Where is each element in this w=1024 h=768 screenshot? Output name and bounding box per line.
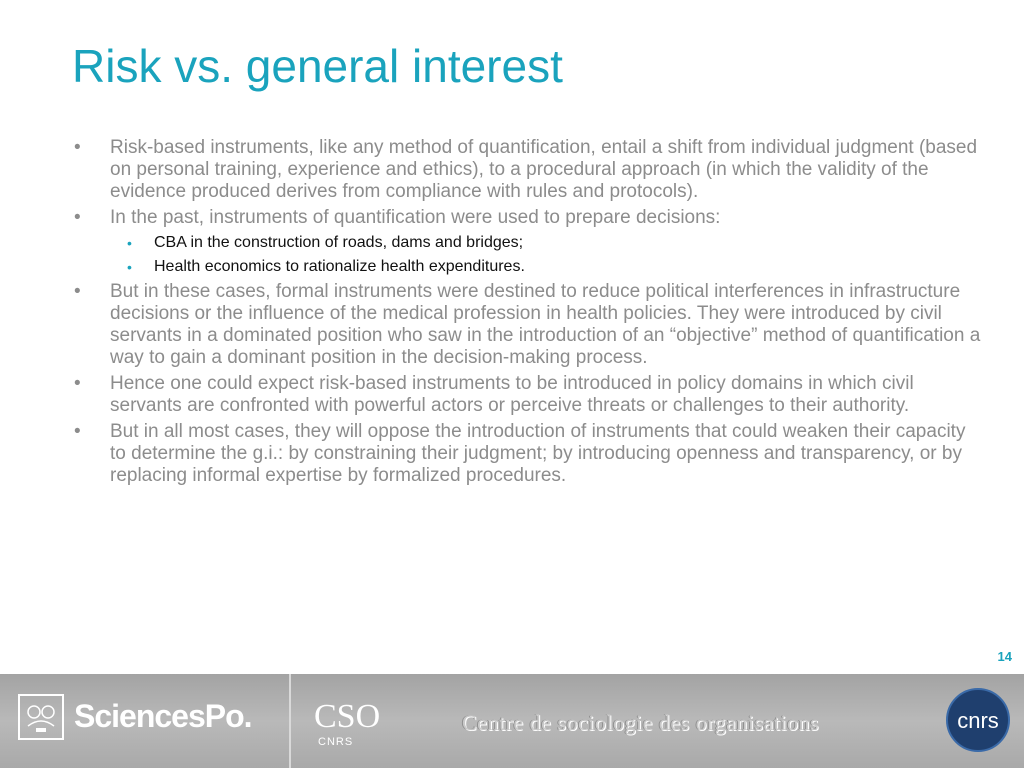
centre-label: Centre de sociologie des organisations — [462, 710, 820, 735]
sciencespo-logo: SciencesPo. — [74, 698, 252, 734]
bullet-marker: • — [74, 137, 81, 158]
sub-bullet-text: Health economics to rationalize health expenditures. — [154, 258, 525, 275]
bullet-marker: • — [74, 373, 81, 394]
bullet-item — [72, 421, 982, 487]
sub-bullet-marker: • — [127, 259, 132, 275]
bullet-item — [72, 137, 982, 203]
bullet-text: But in all most cases, they will oppose the introduction of instruments that could weaken their capacity to determine the g.i.: by constraining their judgment; by introducing openness and transparency, or by replacing informal expertise by formalized procedures. — [110, 421, 966, 486]
bullet-item — [72, 207, 982, 229]
sub-bullet-item — [72, 257, 982, 277]
cnrs-logo-text: cnrs — [957, 708, 999, 733]
slide-content — [72, 137, 982, 491]
bullet-item — [72, 281, 982, 369]
bullet-text: Risk-based instruments, like any method of quantification, entail a shift from individual judgment (based on personal training, experience and ethics), to a procedural approach (in which the validity of the evidence produced derives from compliance with rules and protocols). — [110, 137, 978, 202]
sub-bullet-marker: • — [127, 235, 132, 251]
bullet-item — [72, 373, 982, 417]
sub-bullet-text: CBA in the construction of roads, dams and bridges; — [154, 234, 524, 251]
page-number: 14 — [997, 649, 1012, 664]
cso-logo: CSO — [314, 698, 381, 735]
cnrs-logo-icon — [946, 688, 1010, 752]
footer-bar — [0, 674, 1024, 768]
sub-bullet-item — [72, 233, 982, 253]
bullet-marker: • — [74, 207, 81, 228]
bullet-text: Hence one could expect risk-based instruments to be introduced in policy domains in which civil servants are confronted with powerful actors or perceive threats or challenges to their authority. — [110, 373, 914, 416]
footer-divider — [289, 674, 291, 768]
cso-sub-label: CNRS — [318, 736, 354, 748]
bullet-text: But in these cases, formal instruments were destined to reduce political interferences in infrastructure decisions or the influence of the medical profession in health policies. They were introduced by civil servants in a dominated position who saw in the introduction of an “objective” method of quantification a way to gain a dominant position in the decision-making process. — [110, 281, 981, 368]
bullet-text: In the past, instruments of quantification were used to prepare decisions: — [110, 207, 721, 228]
bullet-marker: • — [74, 421, 81, 442]
slide-title: Risk vs. general interest — [72, 40, 563, 92]
bullet-marker: • — [74, 281, 81, 302]
sciencespo-crest-icon — [18, 694, 64, 740]
